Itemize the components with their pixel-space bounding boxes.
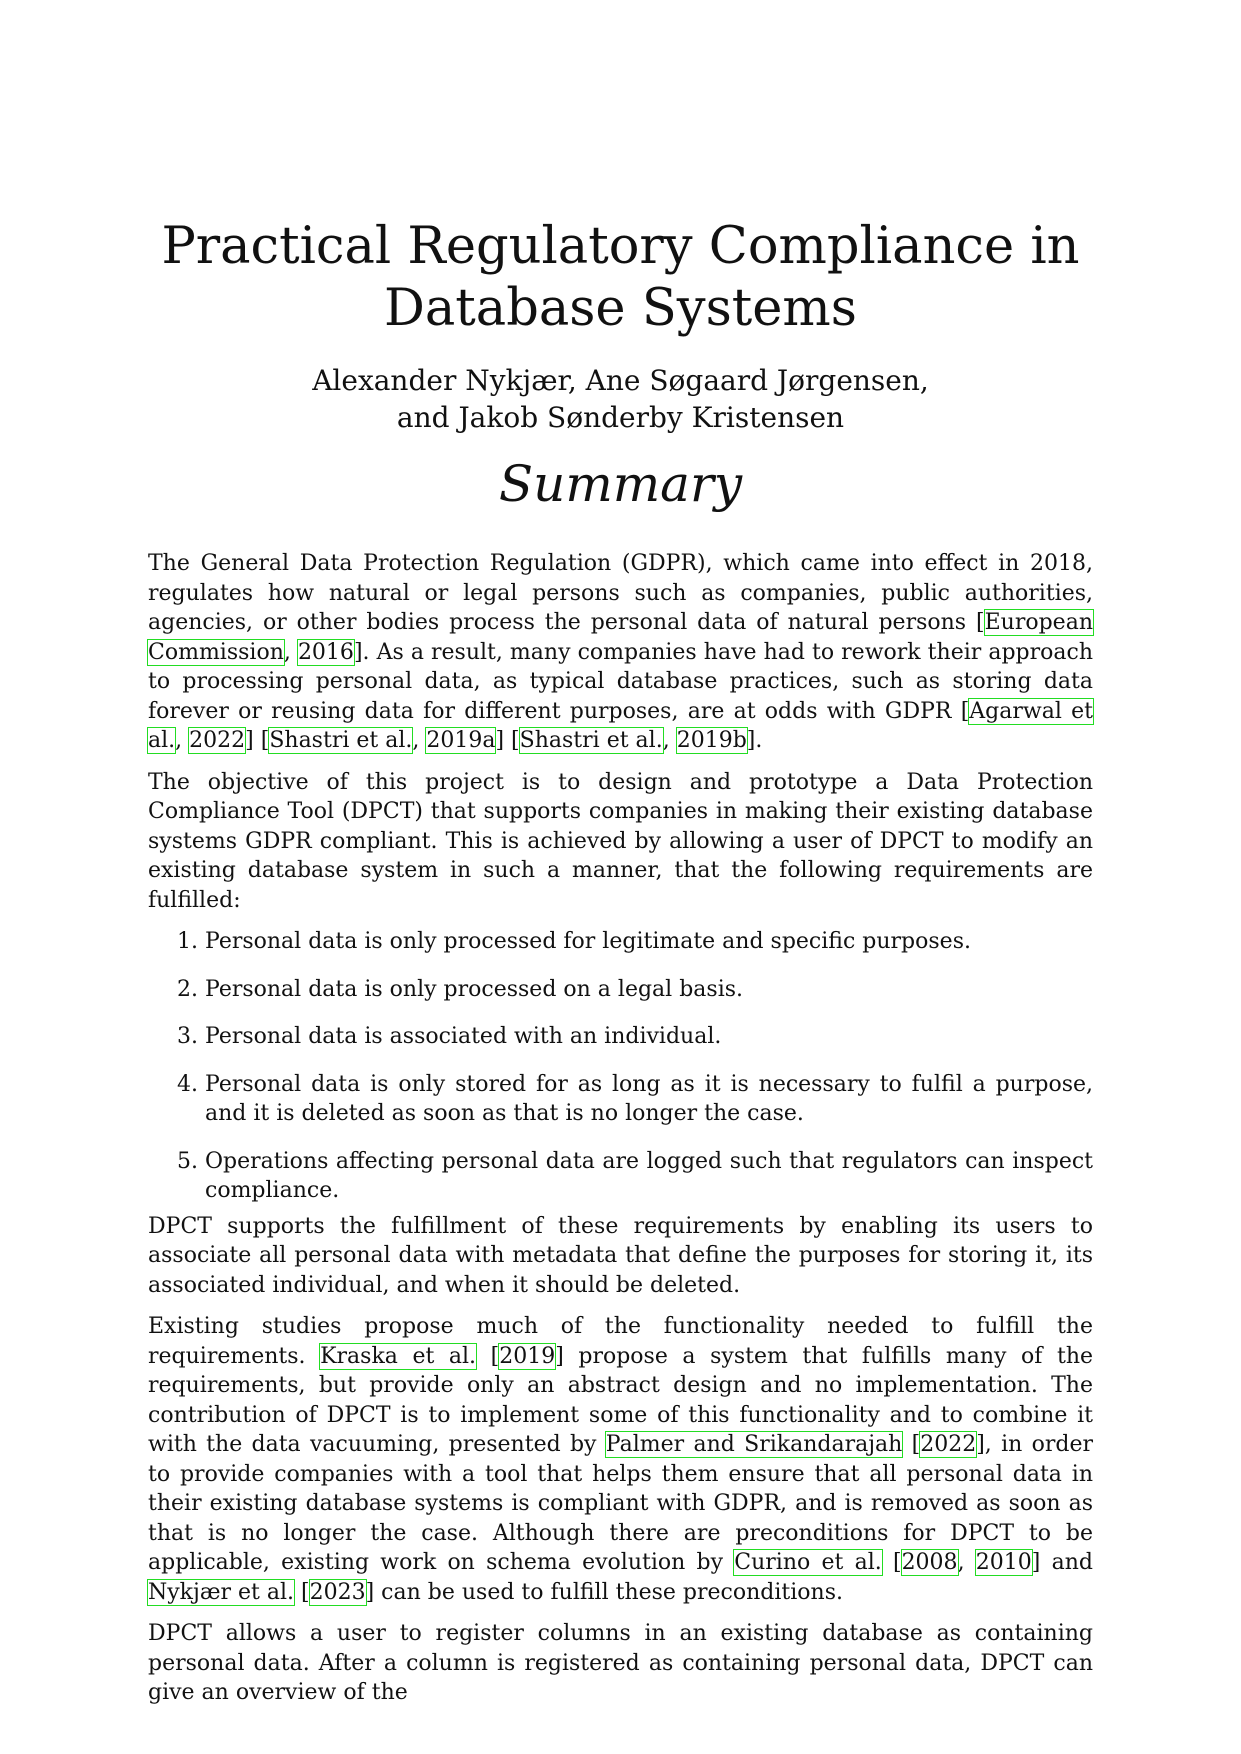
text-run: [ bbox=[881, 1550, 902, 1575]
summary-body bbox=[148, 549, 1093, 1720]
authors-line-1: Alexander Nykjær, Ane Søgaard Jørgensen, bbox=[312, 364, 929, 397]
paragraph-dpct-register: DPCT allows a user to register columns in an existing database as containing personal data. After a column is registered as containing personal data, DPCT can give an overview of the bbox=[148, 1621, 1093, 1705]
text-run: ] [ bbox=[495, 728, 520, 753]
paragraph-gdpr-intro bbox=[148, 549, 1093, 756]
text-run: ] propose a system that fulfills many of the requirements, but provide only an abstract design and no implementation. The contribution of DPCT is to implement some of this functionality and to combine it with the data vacuuming, presented by bbox=[148, 1343, 1094, 1457]
text-run: ], in order to provide companies with a tool that helps them ensure that all personal data in their existing database systems is compliant with GDPR, and is removed as soon as that is no longer the case. Although there are preconditions for DPCT to be applicable, existing work on schema evolution by bbox=[148, 1432, 1093, 1575]
citation-year-link[interactable]: 2023 bbox=[309, 1579, 366, 1605]
text-run: ] and bbox=[1031, 1550, 1093, 1575]
title-line-2: Database Systems bbox=[384, 279, 857, 338]
text-run: Existing studies propose much of the functionality needed to fulfill the requirements. bbox=[148, 1314, 1093, 1369]
text-run: ]. As a result, many companies have had to rework their approach to processing personal data, as typical database practices, such as storing data forever or reusing data for different purposes, are at odds with GDPR [ bbox=[148, 639, 1093, 724]
text-run: , bbox=[412, 728, 427, 753]
citation-author-link[interactable]: Palmer and Srikandarajah bbox=[605, 1432, 903, 1457]
citation-year-link[interactable]: 2016 bbox=[297, 639, 354, 665]
title-line-1: Practical Regulatory Compliance in bbox=[161, 217, 1080, 276]
citation-year-link[interactable]: 2008 bbox=[901, 1550, 958, 1575]
citation-author-link[interactable]: Curino et al. bbox=[734, 1550, 882, 1575]
list-item: 5. Operations affecting personal data are logged such that regulators can inspect compliance. bbox=[205, 1147, 1093, 1206]
citation-author-link[interactable]: Shastri et al. bbox=[519, 728, 663, 753]
citation-year-link[interactable]: 2022 bbox=[920, 1432, 977, 1457]
list-item: 2. Personal data is only processed on a legal basis. bbox=[205, 975, 1093, 1005]
text-run: , bbox=[175, 728, 190, 753]
text-run: ] can be used to fulfill these preconditions. bbox=[365, 1579, 843, 1605]
citation-year-link[interactable]: 2019a bbox=[426, 728, 496, 753]
list-item: 3. Personal data is associated with an individual. bbox=[205, 1022, 1093, 1052]
text-run: [ bbox=[476, 1343, 500, 1369]
citation-author-link[interactable]: Agarwal et al. bbox=[148, 698, 1093, 753]
citation-year-link[interactable]: 2022 bbox=[189, 728, 246, 753]
paragraph-dpct-support: DPCT supports the fulfillment of these requirements by enabling its users to associate all personal data with metadata that define the purposes for storing it, its associated individual, and when it should be deleted. bbox=[148, 1213, 1093, 1298]
citation-year-link[interactable]: 2019 bbox=[499, 1343, 556, 1369]
text-run: ]. bbox=[746, 728, 763, 753]
text-run: The General Data Protection Regulation (GDPR), which came into effect in 2018, regulates how natural or legal persons such as companies, public authorities, agencies, or other bodies process the personal data of natural persons [ bbox=[148, 551, 1093, 635]
paragraph-objective: The objective of this project is to design and prototype a Data Protection Compliance Tool (DPCT) that supports companies in making their existing database systems GDPR compliant. This is achieved by allowing a user of DPCT to modify an existing database system in such a manner, that the following requirements are fulfilled: bbox=[148, 769, 1093, 913]
citation-author-link[interactable]: Kraska et al. bbox=[320, 1343, 477, 1369]
text-run: , bbox=[283, 639, 298, 665]
citation-year-link[interactable]: 2010 bbox=[975, 1550, 1032, 1575]
author-list bbox=[148, 362, 1093, 436]
text-run: , bbox=[957, 1550, 976, 1575]
list-item: 1. Personal data is only processed for legitimate and specific purposes. bbox=[205, 927, 1093, 957]
list-item: 4. Personal data is only stored for as long as it is necessary to fulfil a purpose, and it is deleted as soon as that is no longer the case. bbox=[205, 1070, 1093, 1129]
citation-author-link[interactable]: Shastri et al. bbox=[269, 728, 413, 753]
text-run: [ bbox=[902, 1432, 921, 1457]
citation-year-link[interactable]: 2019b bbox=[676, 728, 747, 753]
section-heading-summary: Summary bbox=[498, 455, 743, 513]
citation-author-link[interactable]: European Commission bbox=[148, 610, 1093, 665]
text-run: ] [ bbox=[245, 728, 270, 753]
text-run: , bbox=[662, 728, 677, 753]
paragraph-existing-studies bbox=[148, 1312, 1093, 1607]
paper-title bbox=[148, 216, 1093, 340]
authors-line-2: and Jakob Sønderby Kristensen bbox=[396, 401, 845, 434]
requirements-list bbox=[148, 927, 1093, 1206]
text-run: [ bbox=[294, 1579, 310, 1605]
citation-author-link[interactable]: Nykjær et al. bbox=[148, 1579, 295, 1605]
